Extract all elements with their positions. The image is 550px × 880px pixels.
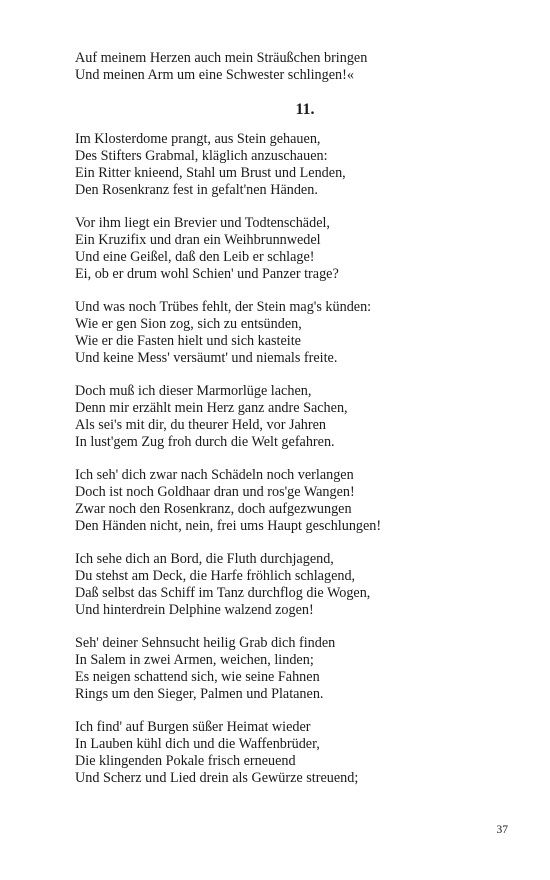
stanza bbox=[75, 299, 515, 367]
poem-line: Wie er gen Sion zog, sich zu entsünden, bbox=[75, 316, 302, 332]
poem-line: Rings um den Sieger, Palmen und Platanen. bbox=[75, 686, 324, 702]
poem-line: Ei, ob er drum wohl Schien' und Panzer trage? bbox=[75, 266, 339, 282]
opening-stanza bbox=[75, 50, 515, 84]
poem-line: Und keine Mess' versäumt' und niemals freite. bbox=[75, 350, 338, 366]
stanza bbox=[75, 719, 515, 787]
poem-line: Ich sehe dich an Bord, die Fluth durchjagend, bbox=[75, 551, 334, 567]
poem-line: Wie er die Fasten hielt und sich kasteite bbox=[75, 333, 301, 349]
poem-line: Als sei's mit dir, du theurer Held, vor Jahren bbox=[75, 417, 327, 433]
poem-line: Auf meinem Herzen auch mein Sträußchen bringen bbox=[75, 50, 368, 66]
stanza bbox=[75, 635, 515, 703]
poem-line: Im Klosterdome prangt, aus Stein gehauen, bbox=[75, 131, 321, 147]
section-heading: 11. bbox=[295, 101, 315, 118]
poem-line: Daß selbst das Schiff im Tanz durchflog die Wogen, bbox=[75, 585, 371, 601]
stanza bbox=[75, 383, 515, 451]
poem-line: Und eine Geißel, daß den Leib er schlage! bbox=[75, 249, 315, 265]
poem-line: Vor ihm liegt ein Brevier und Todtenschädel, bbox=[75, 215, 330, 231]
poem-text bbox=[75, 50, 515, 803]
poem-line: Ich find' auf Burgen süßer Heimat wieder bbox=[75, 719, 311, 735]
poem-line: Es neigen schattend sich, wie seine Fahnen bbox=[75, 669, 320, 685]
poem-line: Den Händen nicht, nein, frei ums Haupt geschlungen! bbox=[75, 518, 382, 534]
poem-line: Doch muß ich dieser Marmorlüge lachen, bbox=[75, 383, 312, 399]
poem-line: In lust'gem Zug froh durch die Welt gefahren. bbox=[75, 434, 335, 450]
poem-line: Und hinterdrein Delphine walzend zogen! bbox=[75, 602, 314, 618]
poem-line: Die klingenden Pokale frisch erneuend bbox=[75, 753, 296, 769]
stanza bbox=[75, 131, 515, 199]
poem-line: Seh' deiner Sehnsucht heilig Grab dich finden bbox=[75, 635, 336, 651]
poem-line: Ein Kruzifix und dran ein Weihbrunnwedel bbox=[75, 232, 321, 248]
stanza bbox=[75, 215, 515, 283]
stanza bbox=[75, 551, 515, 619]
poem-line: In Salem in zwei Armen, weichen, linden; bbox=[75, 652, 314, 668]
stanza bbox=[75, 467, 515, 535]
poem-line: Und was noch Trübes fehlt, der Stein mag's künden: bbox=[75, 299, 372, 315]
poem-line: Zwar noch den Rosenkranz, doch aufgezwungen bbox=[75, 501, 352, 517]
poem-line: Denn mir erzählt mein Herz ganz andre Sachen, bbox=[75, 400, 348, 416]
poem-line: Du stehst am Deck, die Harfe fröhlich schlagend, bbox=[75, 568, 356, 584]
poem-line: In Lauben kühl dich und die Waffenbrüder, bbox=[75, 736, 320, 752]
poem-line: Und meinen Arm um eine Schwester schlingen!« bbox=[75, 67, 354, 83]
poem-line: Und Scherz und Lied drein als Gewürze streuend; bbox=[75, 770, 359, 786]
page-number: 37 bbox=[496, 824, 508, 836]
poem-line: Ein Ritter knieend, Stahl um Brust und Lenden, bbox=[75, 165, 346, 181]
poem-line: Des Stifters Grabmal, kläglich anzuschauen: bbox=[75, 148, 328, 164]
poem-line: Doch ist noch Goldhaar dran und ros'ge Wangen! bbox=[75, 484, 355, 500]
poem-line: Den Rosenkranz fest in gefalt'nen Händen. bbox=[75, 182, 318, 198]
poem-line: Ich seh' dich zwar nach Schädeln noch verlangen bbox=[75, 467, 354, 483]
